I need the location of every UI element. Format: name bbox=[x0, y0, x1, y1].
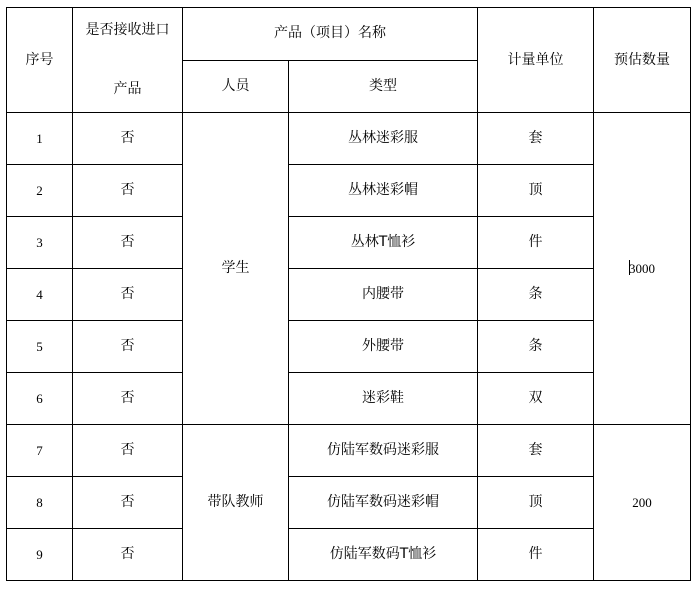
row-imported: 否 bbox=[73, 321, 183, 373]
row-type: 迷彩鞋 bbox=[289, 373, 478, 425]
row-imported: 否 bbox=[73, 373, 183, 425]
row-unit: 双 bbox=[478, 373, 594, 425]
row-type: 丛林迷彩服 bbox=[289, 113, 478, 165]
table-row bbox=[7, 217, 691, 269]
header-type: 类型 bbox=[289, 60, 478, 113]
row-unit: 件 bbox=[478, 217, 594, 269]
header-imported bbox=[73, 8, 183, 113]
row-seq: 6 bbox=[7, 373, 73, 425]
row-unit: 套 bbox=[478, 425, 594, 477]
header-person: 人员 bbox=[183, 60, 289, 113]
row-seq: 1 bbox=[7, 113, 73, 165]
table-row bbox=[7, 113, 691, 165]
header-unit: 计量单位 bbox=[478, 8, 594, 113]
table-row bbox=[7, 269, 691, 321]
row-type: 丛林T恤衫 bbox=[289, 217, 478, 269]
row-type: 丛林迷彩帽 bbox=[289, 165, 478, 217]
header-imported-line1: 是否接收进口 bbox=[85, 22, 170, 38]
row-type: 仿陆军数码迷彩帽 bbox=[289, 477, 478, 529]
row-unit: 顶 bbox=[478, 477, 594, 529]
group-person-students: 学生 bbox=[183, 113, 289, 425]
group-estimate-teachers[interactable]: 200 bbox=[594, 425, 691, 581]
row-seq: 2 bbox=[7, 165, 73, 217]
row-seq: 4 bbox=[7, 269, 73, 321]
row-imported: 否 bbox=[73, 269, 183, 321]
table-row bbox=[7, 529, 691, 581]
row-type: 外腰带 bbox=[289, 321, 478, 373]
row-unit: 顶 bbox=[478, 165, 594, 217]
table-row bbox=[7, 165, 691, 217]
row-imported: 否 bbox=[73, 529, 183, 581]
table-row bbox=[7, 477, 691, 529]
table-row bbox=[7, 321, 691, 373]
row-imported: 否 bbox=[73, 113, 183, 165]
row-type: 内腰带 bbox=[289, 269, 478, 321]
group-estimate-students[interactable] bbox=[594, 113, 691, 425]
document-body bbox=[6, 7, 691, 581]
row-imported: 否 bbox=[73, 165, 183, 217]
row-type: 仿陆军数码T恤衫 bbox=[289, 529, 478, 581]
header-seq: 序号 bbox=[7, 8, 73, 113]
header-row-top bbox=[7, 8, 691, 61]
row-seq: 7 bbox=[7, 425, 73, 477]
row-imported: 否 bbox=[73, 425, 183, 477]
row-unit: 条 bbox=[478, 269, 594, 321]
row-imported: 否 bbox=[73, 477, 183, 529]
product-table bbox=[6, 7, 691, 581]
table-row bbox=[7, 373, 691, 425]
group-estimate-value: 3000 bbox=[629, 261, 655, 277]
row-seq: 9 bbox=[7, 529, 73, 581]
row-seq: 8 bbox=[7, 477, 73, 529]
row-seq: 5 bbox=[7, 321, 73, 373]
header-imported-line2: 产品 bbox=[113, 81, 142, 98]
row-unit: 条 bbox=[478, 321, 594, 373]
row-unit: 套 bbox=[478, 113, 594, 165]
header-product-group: 产品（项目）名称 bbox=[183, 8, 478, 61]
row-seq: 3 bbox=[7, 217, 73, 269]
row-unit: 件 bbox=[478, 529, 594, 581]
header-estimate: 预估数量 bbox=[594, 8, 691, 113]
group-person-teachers: 带队教师 bbox=[183, 425, 289, 581]
table-row bbox=[7, 425, 691, 477]
row-imported: 否 bbox=[73, 217, 183, 269]
row-type: 仿陆军数码迷彩服 bbox=[289, 425, 478, 477]
